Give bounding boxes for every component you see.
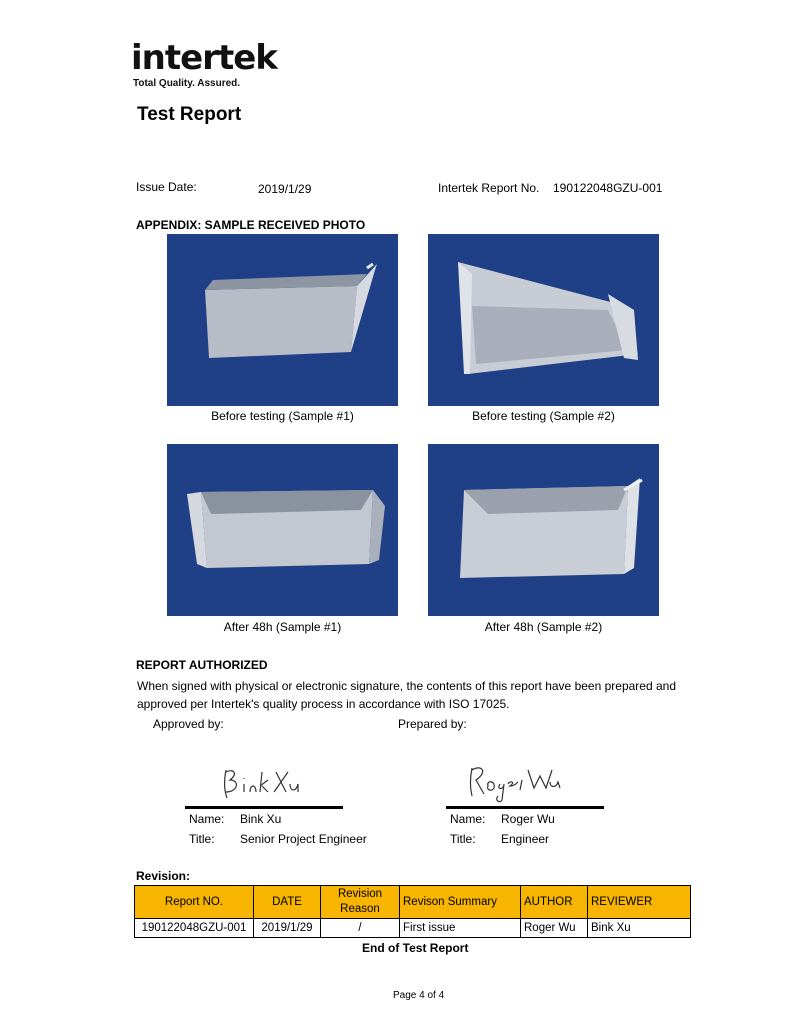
prepared-by-label: Prepared by: <box>398 717 467 731</box>
photo-caption: Before testing (Sample #1) <box>211 409 354 423</box>
preparer-name-label: Name: <box>450 812 486 826</box>
preparer-title-label: Title: <box>450 832 476 846</box>
table-row <box>135 919 691 938</box>
report-no-label: Intertek Report No. <box>438 181 540 195</box>
preparer-title: Engineer <box>501 832 550 846</box>
approver-signature <box>218 762 308 807</box>
column-header: REVIEWER <box>588 886 691 919</box>
table-cell: Bink Xu <box>588 919 691 938</box>
photo-caption: After 48h (Sample #2) <box>484 620 603 634</box>
appendix-heading: APPENDIX: SAMPLE RECEIVED PHOTO <box>136 218 366 232</box>
report-no-value: 190122048GZU-001 <box>553 181 663 195</box>
signature-line <box>185 806 343 809</box>
page-number: Page 4 of 4 <box>393 990 445 1001</box>
approver-title-label: Title: <box>189 832 215 846</box>
approved-by-label: Approved by: <box>153 717 224 731</box>
column-header: Revison Summary <box>400 886 521 919</box>
column-header: Report NO. <box>135 886 254 919</box>
sample-photo <box>428 444 659 616</box>
authorized-heading: REPORT AUTHORIZED <box>136 658 268 672</box>
photo-caption: After 48h (Sample #1) <box>223 620 342 634</box>
revision-table <box>134 885 691 938</box>
column-header: DATE <box>254 886 321 919</box>
issue-date-label: Issue Date: <box>136 180 197 194</box>
preparer-signature <box>466 760 566 809</box>
issue-date-value: 2019/1/29 <box>258 182 312 196</box>
approver-name: Bink Xu <box>240 812 282 826</box>
table-cell: 2019/1/29 <box>254 919 321 938</box>
intertek-logo: intertek <box>131 38 277 78</box>
revision-heading: Revision: <box>136 869 191 883</box>
approver-name-label: Name: <box>189 812 225 826</box>
logo-tagline: Total Quality. Assured. <box>133 78 241 89</box>
photo-caption: Before testing (Sample #2) <box>472 409 615 423</box>
authorized-text: When signed with physical or electronic signature, the contents of this report have been prepared and approved per Intertek's quality process in accordance with ISO 17025. <box>137 679 676 711</box>
table-cell: / <box>321 919 400 938</box>
table-cell: First issue <box>400 919 521 938</box>
sample-photo <box>428 234 659 406</box>
preparer-name: Roger Wu <box>501 812 555 826</box>
end-of-report: End of Test Report <box>362 941 469 955</box>
table-header-row <box>135 886 691 919</box>
page-title: Test Report <box>137 104 242 125</box>
signature-line <box>446 806 604 809</box>
table-cell: 190122048GZU-001 <box>135 919 254 938</box>
sample-photo <box>167 444 398 616</box>
column-header: AUTHOR <box>521 886 588 919</box>
column-header: Revision Reason <box>321 886 400 919</box>
approver-title: Senior Project Engineer <box>240 832 367 846</box>
table-cell: Roger Wu <box>521 919 588 938</box>
sample-photo <box>167 234 398 406</box>
